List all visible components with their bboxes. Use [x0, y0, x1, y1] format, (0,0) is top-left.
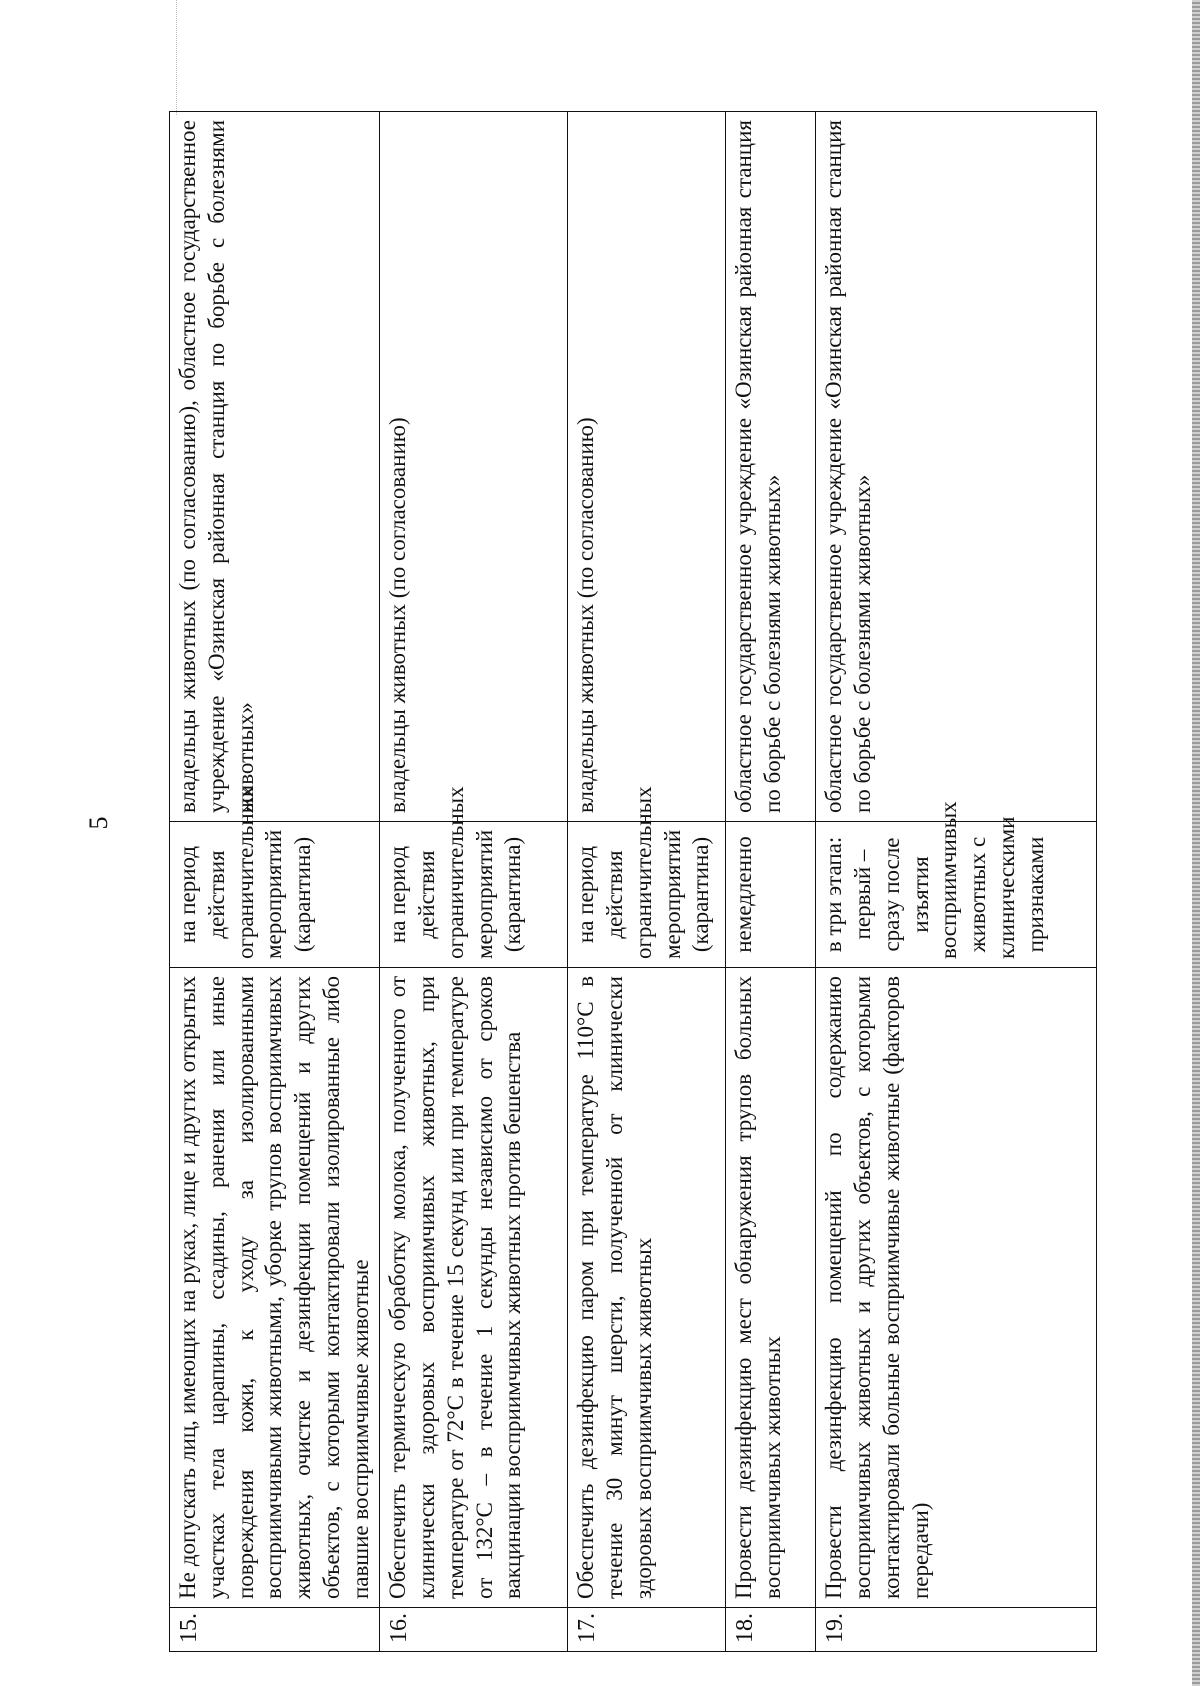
row-number: 17. [568, 1608, 726, 1652]
table-row [170, 112, 380, 1652]
row-responsible: областное государственное учреждение «Озинская районная станция по борьбе с болезнями животных» [816, 112, 1097, 822]
row-term: на период действия ограничительных мероприятий (карантина) [170, 822, 380, 968]
row-number: 19. [816, 1608, 1097, 1652]
rotated-table-frame [169, 112, 1097, 1652]
table-row [726, 112, 816, 1652]
row-term: в три этапа: первый – сразу после изъятия восприимчивых животных с клиническими признаками [816, 822, 1097, 968]
page-number: 5 [84, 816, 113, 830]
measures-table [169, 111, 1097, 1652]
table-row [568, 112, 726, 1652]
row-action: Обеспечить дезинфекцию паром при температуре 110°С в течение 30 минут шерсти, полученной от клинически здоровых восприимчивых животных [568, 968, 726, 1608]
row-action: Не допускать лиц, имеющих на руках, лице и других открытых участках тела царапины, ссадины, ранения или иные повреждения кожи, к уходу за изолированными восприимчивыми животными, уборке трупов восприимчивых животных, очистке и дезинфекции помещений и других объектов, с которыми контактировали изолированные либо павшие восприимчивые животные [170, 968, 380, 1608]
row-responsible: областное государственное учреждение «Озинская районная станция по борьбе с болезнями животных» [726, 112, 816, 822]
row-responsible: владельцы животных (по согласованию) [568, 112, 726, 822]
row-responsible: владельцы животных (по согласованию) [380, 112, 568, 822]
row-term: на период действия ограничительных мероприятий (карантина) [568, 822, 726, 968]
scan-artifact-line [176, 0, 178, 115]
table-row [816, 112, 1097, 1652]
row-action: Провести дезинфекцию мест обнаружения трупов больных восприимчивых животных [726, 968, 816, 1608]
row-number: 15. [170, 1608, 380, 1652]
table-row [380, 112, 568, 1652]
row-action: Обеспечить термическую обработку молока, полученного от клинически здоровых восприимчивых животных, при температуре от 72°С в течение 15 секунд или при температуре от 132°С – в течение 1 секунды независимо от сроков вакцинации восприимчивых животных против бешенства [380, 968, 568, 1608]
row-action: Провести дезинфекцию помещений по содержанию восприимчивых животных и других объектов, с которыми контактировали больные восприимчивые животные (факторов передачи) [816, 968, 1097, 1608]
row-term: на период действия ограничительных мероприятий (карантина) [380, 822, 568, 968]
row-responsible: владельцы животных (по согласованию), областное государственное учреждение «Озинская районная станция по борьбе с болезнями животных» [170, 112, 380, 822]
row-term: немедленно [726, 822, 816, 968]
scan-edge [1192, 0, 1200, 1686]
row-number: 16. [380, 1608, 568, 1652]
row-number: 18. [726, 1608, 816, 1652]
